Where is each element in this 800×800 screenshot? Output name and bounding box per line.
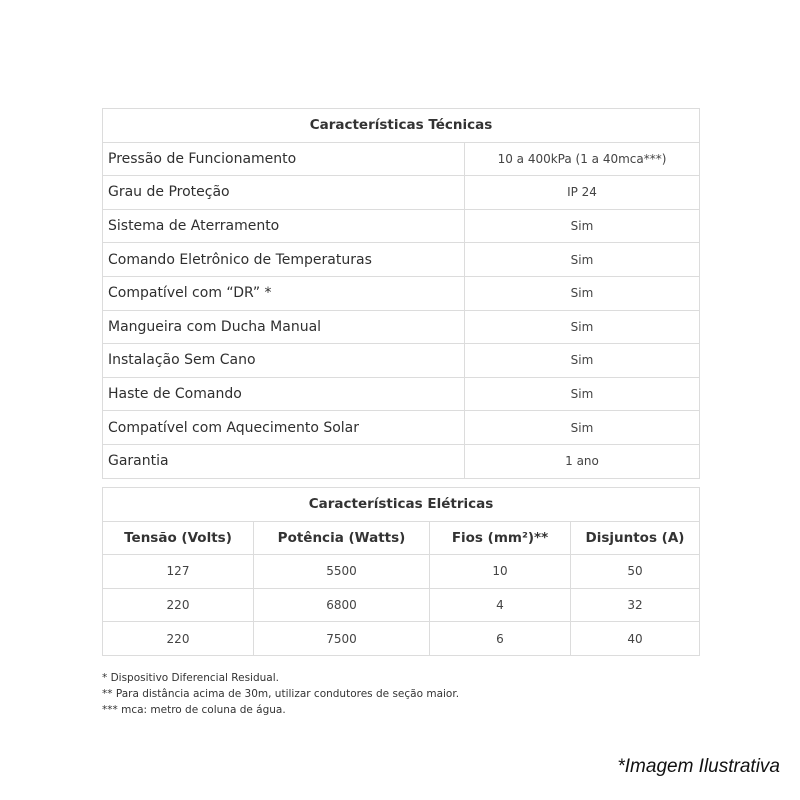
spec-label: Compatível com “DR” * bbox=[103, 276, 465, 310]
spec-value: Sim bbox=[465, 344, 700, 378]
voltage-cell: 127 bbox=[103, 555, 254, 589]
table-row bbox=[103, 622, 700, 656]
electrical-title-row bbox=[103, 488, 700, 522]
table-row bbox=[103, 555, 700, 589]
breakers-cell: 50 bbox=[571, 555, 700, 589]
table-row bbox=[103, 588, 700, 622]
wires-cell: 4 bbox=[430, 588, 571, 622]
breakers-cell: 40 bbox=[571, 622, 700, 656]
spec-value: Sim bbox=[465, 310, 700, 344]
spec-value: Sim bbox=[465, 209, 700, 243]
table-row bbox=[103, 209, 700, 243]
spec-value: Sim bbox=[465, 243, 700, 277]
power-cell: 7500 bbox=[254, 622, 430, 656]
table-row bbox=[103, 276, 700, 310]
spec-label: Comando Eletrônico de Temperaturas bbox=[103, 243, 465, 277]
table-row bbox=[103, 176, 700, 210]
spec-label: Haste de Comando bbox=[103, 377, 465, 411]
spec-label: Compatível com Aquecimento Solar bbox=[103, 411, 465, 445]
table-row bbox=[103, 310, 700, 344]
footnotes bbox=[102, 670, 459, 718]
voltage-cell: 220 bbox=[103, 588, 254, 622]
spec-label: Grau de Proteção bbox=[103, 176, 465, 210]
power-cell: 5500 bbox=[254, 555, 430, 589]
column-header-voltage: Tensão (Volts) bbox=[103, 521, 254, 555]
spec-label: Pressão de Funcionamento bbox=[103, 142, 465, 176]
breakers-cell: 32 bbox=[571, 588, 700, 622]
column-header-wires: Fios (mm²)** bbox=[430, 521, 571, 555]
electrical-header-row bbox=[103, 521, 700, 555]
table-row bbox=[103, 377, 700, 411]
technical-title: Características Técnicas bbox=[103, 109, 700, 143]
spec-label: Mangueira com Ducha Manual bbox=[103, 310, 465, 344]
electrical-title: Características Elétricas bbox=[103, 488, 700, 522]
footnote-distance: ** Para distância acima de 30m, utilizar condutores de seção maior. bbox=[102, 688, 460, 700]
footnote-mca: *** mca: metro de coluna de água. bbox=[102, 704, 286, 716]
spec-value: Sim bbox=[465, 411, 700, 445]
technical-title-row bbox=[103, 109, 700, 143]
spec-value: Sim bbox=[465, 276, 700, 310]
spec-label: Garantia bbox=[103, 444, 465, 478]
illustrative-image-note: *Imagem Ilustrativa bbox=[617, 756, 780, 777]
voltage-cell: 220 bbox=[103, 622, 254, 656]
spec-label: Sistema de Aterramento bbox=[103, 209, 465, 243]
electrical-specs-table bbox=[102, 487, 700, 656]
spec-value: 10 a 400kPa (1 a 40mca***) bbox=[465, 142, 700, 176]
technical-specs-table bbox=[102, 108, 700, 479]
spec-value: 1 ano bbox=[465, 444, 700, 478]
wires-cell: 6 bbox=[430, 622, 571, 656]
spec-value: Sim bbox=[465, 377, 700, 411]
wires-cell: 10 bbox=[430, 555, 571, 589]
column-header-power: Potência (Watts) bbox=[254, 521, 430, 555]
spec-value: IP 24 bbox=[465, 176, 700, 210]
column-header-breakers: Disjuntos (A) bbox=[571, 521, 700, 555]
table-row bbox=[103, 411, 700, 445]
table-row bbox=[103, 243, 700, 277]
power-cell: 6800 bbox=[254, 588, 430, 622]
footnote-dr: * Dispositivo Diferencial Residual. bbox=[102, 672, 279, 684]
spec-label: Instalação Sem Cano bbox=[103, 344, 465, 378]
table-row bbox=[103, 344, 700, 378]
table-row bbox=[103, 142, 700, 176]
table-row bbox=[103, 444, 700, 478]
